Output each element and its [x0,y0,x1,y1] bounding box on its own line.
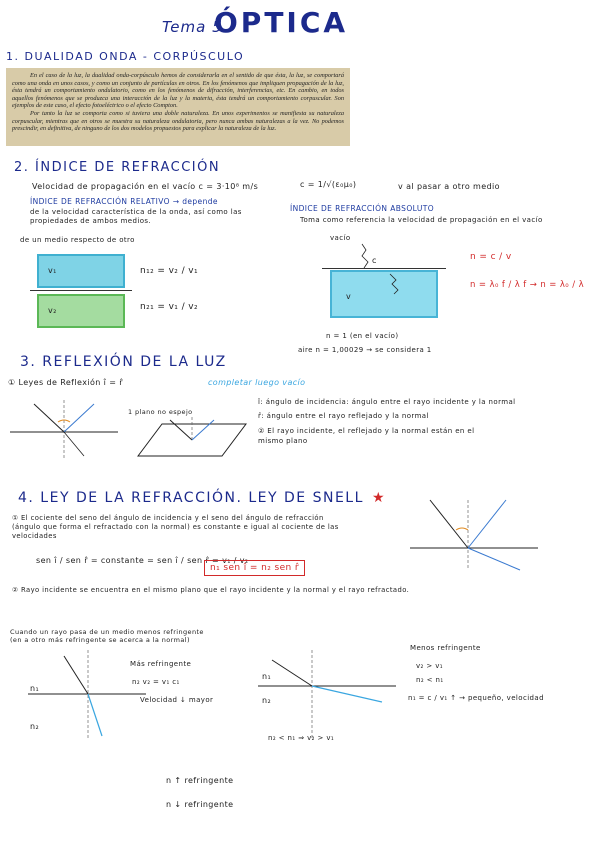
refraction-diagram-top [410,492,540,572]
star-icon: ★ [372,490,385,506]
n-equals-c-over-v: n = c / v [470,252,512,262]
complete-later-note: completar luego vacío [208,378,306,387]
interface-line [30,290,132,291]
c-formula: c = 1/√(ε₀μ₀) [300,180,357,189]
less-ref-line2: n₂ < n₁ [416,676,444,684]
air-note: aire n = 1,00029 → se considera 1 [298,346,432,354]
velocity-note: Velocidad ↓ mayor [140,696,214,704]
section4-heading: 4. LEY DE LA REFRACCIÓN. LEY DE SNELL [18,490,364,506]
reflection-diagram-plane [130,416,250,466]
less-ref-line1: v₂ > v₁ [416,662,444,670]
snell-first-law: ① El cociente del seno del ángulo de incidencia y el seno del ángulo de refracción (ángulo que forma el refractado con la normal) es constante e igual al cociente de las velocidades [12,514,339,540]
absolute-index-text: Toma como referencia la velocidad de propagación en el vacío [300,216,543,224]
relative-index-text: de la velocidad característica de la onda, así como las propiedades de ambos medios. [30,208,242,225]
less-refringent-label: Menos refringente [410,644,481,652]
left-n1: n₁ [30,684,40,693]
c-label: c [372,256,377,265]
refraction-diagram-right [258,650,398,740]
v-label: v [346,292,352,301]
footer-low-refringent: n ↓ refringente [166,800,234,809]
section3-heading: 3. REFLEXIÓN DE LA LUZ [20,354,227,370]
vacuum-label: vacío [330,234,351,242]
reflection-angle-def: r̂: ángulo entre el rayo reflejado y la normal [258,412,429,420]
bottom-relation: n₂ < n₁ ⇒ v₂ > v₁ [268,734,335,742]
n21-formula: n₂₁ = v₁ / v₂ [140,302,199,312]
wave-sketch [360,244,420,304]
absolute-index-heading: ÍNDICE DE REFRACCIÓN ABSOLUTO [290,204,435,213]
quote-paragraph-2: Por tanto la luz se comporta como si tuviera una doble naturaleza. En unos experimentos se manifiesta su naturaleza corpuscular, mientras que en otros se muestra su naturaleza ondulatoria, pero nunca ambas naturalezas a la vez. No podemos prescindir, en definitiva, de ninguno de los dos modelos propuestos para explicar la naturaleza de la luz. [12,109,344,133]
reflection-laws: ① Leyes de Reflexión î = r̂ [8,378,123,387]
vacuum-note: n = 1 (en el vacío) [326,332,399,340]
more-refringent-label: Más refringente [130,660,192,668]
medium-1-label: v₁ [48,266,57,275]
page-title: ÓPTICA [214,6,349,39]
right-n2: n₂ [262,696,272,705]
left-n2: n₂ [30,722,40,731]
reflection-diagram-1 [10,396,120,466]
v-note: v al pasar a otro medio [398,182,500,191]
topic-label: Tema 5. [162,18,229,36]
medium-2-label: v₂ [48,306,57,315]
section2-heading: 2. ÍNDICE DE REFRACCIÓN [14,160,221,175]
snell-law-box: n₁ sen î = n₂ sen r̂ [204,560,305,576]
n2v2-relation: n₂ v₂ = v₁ c₁ [132,678,180,686]
mirror-label: 1 plano no espejo [128,408,193,416]
snell-second-law: ② Rayo incidente se encuentra en el mismo plano que el rayo incidente y la normal y el rayo refractado. [12,586,410,594]
less-ref-line3: n₁ = c / v₁ ↑ → pequeño, velocidad [408,694,544,702]
relative-line: de un medio respecto de otro [20,236,135,244]
refringence-case-text: Cuando un rayo pasa de un medio menos refringente (en a otro más refringente se acerca a la normal) [10,628,204,644]
n12-formula: n₁₂ = v₂ / v₁ [140,266,199,276]
n-lambda-formula: n = λ₀ f / λ f → n = λ₀ / λ [470,280,585,290]
duality-quote-box [6,68,350,146]
footer-high-refringent: n ↑ refringente [166,776,234,785]
quote-paragraph-1: En el caso de la luz, la dualidad onda-corpúsculo hemos de considerarla en el sentido de que ésta, la luz, se comportará como una onda en unos casos, y como un conjunto de partículas en otros. En los fenómenos que impliquen propagación de la luz, ésta tendrá un comportamiento ondulatorio, como en los fenómenos de difracción, interferencias, etc. En cambio, en todos aquellos fenómenos que se produzca una interacción de la luz y la materia, ésta tendrá un comportamiento corpuscular. Son ejemplos de este caso, el efecto fotoeléctrico o el efecto Compton. [12,72,344,110]
same-plane-rule: ② El rayo incidente, el reflejado y la normal están en el mismo plano [258,427,475,445]
incidence-angle-def: î: ángulo de incidencia: ángulo entre el rayo incidente y la normal [258,398,516,406]
right-n1: n₁ [262,672,272,681]
relative-index-heading: ÍNDICE DE REFRACCIÓN RELATIVO → depende [30,197,218,206]
section1-heading: 1. DUALIDAD ONDA - CORPÚSCULO [6,50,245,63]
snell-ratio-formula: sen î / sen r̂ = constante = sen î / sen r̂ = v₁ / v₂ [36,556,249,565]
vacuum-speed-text: Velocidad de propagación en el vacío c = 3·10⁸ m/s [32,182,259,191]
